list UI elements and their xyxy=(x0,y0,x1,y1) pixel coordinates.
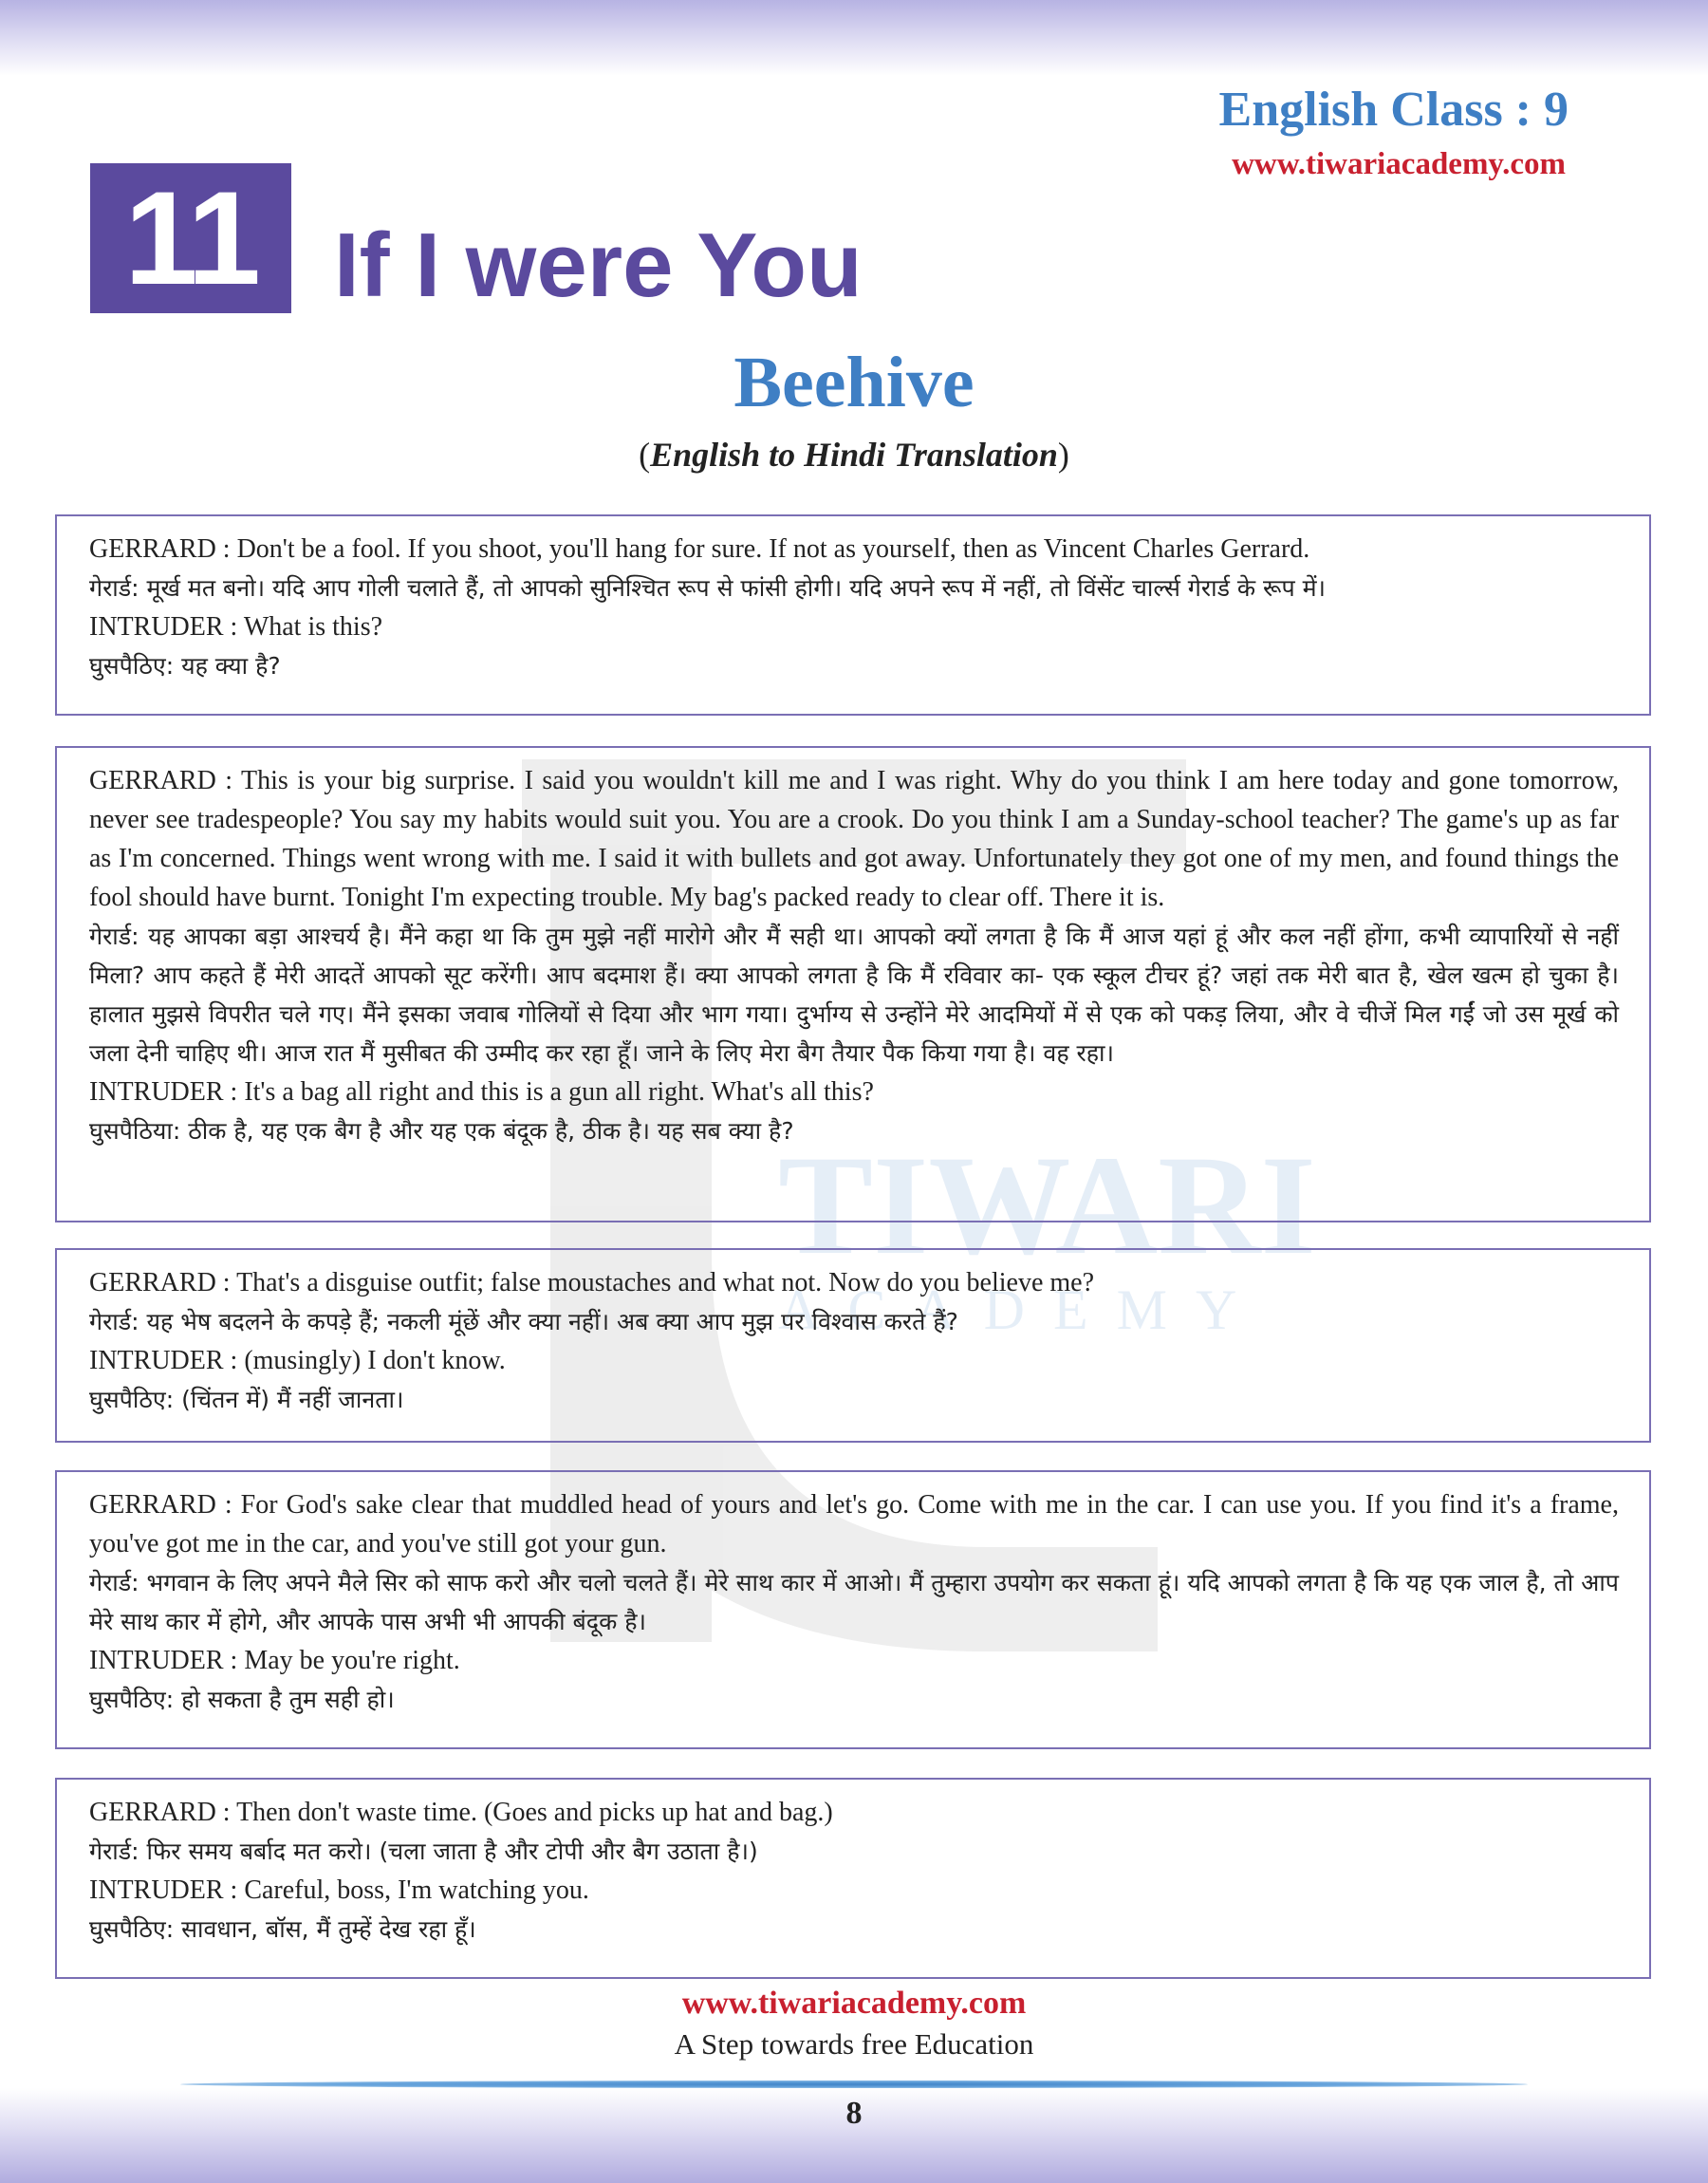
dialogue-box-5 xyxy=(55,1778,1651,1979)
hindi-line: गेरार्ड: मूर्ख मत बनो। यदि आप गोली चलाते हैं, तो आपको सुनिश्चित रूप से फांसी होगी। यदि अपने रूप में नहीं, तो विंसेंट चार्ल्स गेरार्ड के रूप में। xyxy=(89,574,1327,602)
watermark-sub: ACADEMY xyxy=(778,1278,1266,1341)
english-line: GERRARD : Then don't waste time. (Goes and picks up hat and bag.) xyxy=(89,1798,833,1827)
hindi-line: घुसपैठिए: सावधान, बॉस, मैं तुम्हें देख रहा हूँ। xyxy=(89,1915,476,1943)
english-line: INTRUDER : Careful, boss, I'm watching you. xyxy=(89,1875,589,1905)
english-line: INTRUDER : May be you're right. xyxy=(89,1646,460,1675)
hindi-line: गेरार्ड: भगवान के लिए अपने मैले सिर को साफ करो और चलो चलते हैं। मेरे साथ कार में आओ। मैं तुम्हारा उपयोग कर सकता हूं। यदि आपको लगता है कि यह एक जाल है, तो आप मेरे साथ कार में होगे, और आपके पास अभी भी आपकी बंदूक है। xyxy=(89,1569,1619,1635)
english-line: GERRARD : Don't be a fool. If you shoot, you'll hang for sure. If not as yourself, then as Vincent Charles Gerrard. xyxy=(89,534,1310,564)
hindi-line: गेरार्ड: यह भेष बदलने के कपड़े हैं; नकली मूंछें और क्या नहीं। अब क्या आप मुझ पर विश्वास करते हैं? xyxy=(89,1308,958,1335)
watermark-brand: TIWARI xyxy=(778,1127,1316,1284)
english-line: GERRARD : That's a disguise outfit; false moustaches and what not. Now do you believe me? xyxy=(89,1268,1095,1297)
chapter-title: If I were You xyxy=(334,215,863,316)
dialogue-box-3 xyxy=(55,1248,1651,1443)
footer-website-link[interactable]: www.tiwariacademy.com xyxy=(681,1986,1027,2021)
hindi-line: घुसपैठिया: ठीक है, यह एक बैग है और यह एक बंदूक है, ठीक है। यह सब क्या है? xyxy=(89,1117,794,1145)
translation-subtitle xyxy=(0,435,1708,475)
book-title: Beehive xyxy=(733,343,975,422)
dialogue-box-4 xyxy=(55,1470,1651,1749)
footer-divider xyxy=(180,2080,1528,2088)
hindi-line: घुसपैठिए: (चिंतन में) मैं नहीं जानता। xyxy=(89,1386,404,1413)
hindi-line: घुसपैठिए: हो सकता है तुम सही हो। xyxy=(89,1686,395,1713)
dialogue-box-2 xyxy=(55,746,1651,1222)
header-website-link[interactable]: www.tiwariacademy.com xyxy=(1232,147,1566,181)
subtitle-close-paren: ) xyxy=(1057,436,1069,474)
page-number: 8 xyxy=(845,2096,863,2131)
hindi-line: गेरार्ड: फिर समय बर्बाद मत करो। (चला जाता है और टोपी और बैग उठाता है।) xyxy=(89,1838,758,1865)
english-line: INTRUDER : It's a bag all right and this is a gun all right. What's all this? xyxy=(89,1077,874,1107)
hindi-line: घुसपैठिए: यह क्या है? xyxy=(89,652,281,680)
top-gradient-band xyxy=(0,0,1708,76)
subtitle-open-paren: ( xyxy=(639,436,651,474)
english-line: INTRUDER : What is this? xyxy=(89,612,383,642)
chapter-number-badge: 11 xyxy=(90,163,291,313)
english-line: INTRUDER : (musingly) I don't know. xyxy=(89,1346,506,1375)
english-line: GERRARD : For God's sake clear that muddled head of yours and let's go. Come with me in the car. I can use you. If you find it's a frame, you've got me in the car, and you've still got your gun. xyxy=(89,1490,1619,1558)
english-line: GERRARD : This is your big surprise. I said you wouldn't kill me and I was right. Why do you think I am here today and gone tomorrow, never see tradespeople? You say my habits would suit you. You are a crook. Do you think I am a Sunday-school teacher? The game's up as far as I'm concerned. Things went wrong with me. I said it with bullets and got away. Unfortunately they got one of my men, and found things the fool should have burnt. Tonight I'm expecting trouble. My bag's packed ready to clear off. There it is. xyxy=(89,766,1619,912)
subtitle-text: English to Hindi Translation xyxy=(650,436,1058,474)
dialogue-box-1 xyxy=(55,514,1651,716)
hindi-line: गेरार्ड: यह आपका बड़ा आश्चर्य है। मैंने कहा था कि तुम मुझे नहीं मारोगे और मैं सही था। आपको क्यों लगता है कि मैं आज यहां हूं और कल नहीं होंगा, कभी व्यापारियों से नहीं मिला? आप कहते हैं मेरी आदतें आपको सूट करेंगी। आप बदमाश हैं। क्या आपको लगता है कि मैं रविवार का- एक स्कूल टीचर हूं? जहां तक मेरी बात है, खेल खत्म हो चुका है। हालात मुझसे विपरीत चले गए। मैंने इसका जवाब गोलियों से दिया और भाग गया। दुर्भाग्य से उन्होंने मेरे आदमियों में से एक को पकड़ लिया, और वे चीजें मिल गईं जो उस मूर्ख को जला देनी चाहिए थी। आज रात मैं मुसीबत की उम्मीद कर रहा हूँ। जाने के लिए मेरा बैग तैयार पैक किया गया है। वह रहा। xyxy=(89,923,1619,1067)
class-label: English Class : 9 xyxy=(1218,83,1569,137)
footer-tagline: A Step towards free Education xyxy=(674,2027,1034,2061)
